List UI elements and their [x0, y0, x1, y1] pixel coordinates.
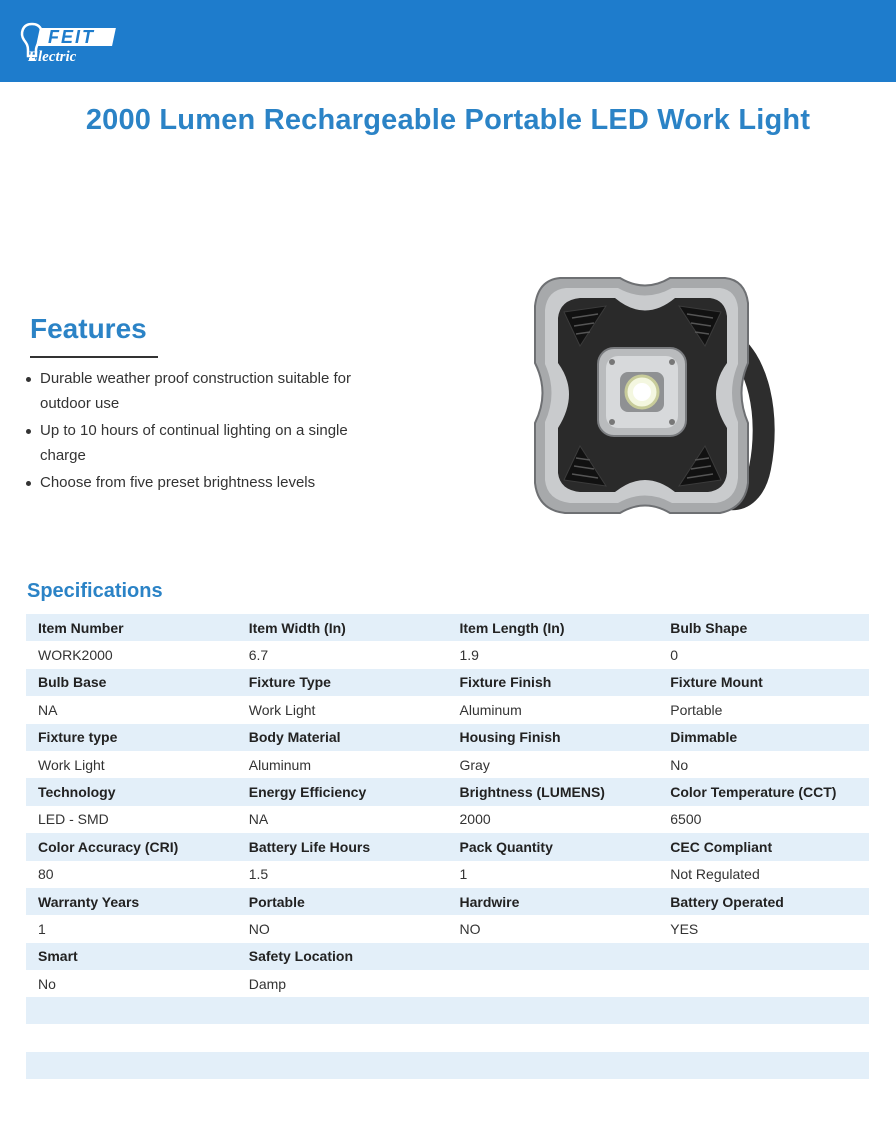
spec-label: Battery Life Hours: [237, 833, 448, 860]
spec-value-row: [26, 970, 869, 997]
spec-value: [658, 970, 869, 997]
spec-label: Smart: [26, 943, 237, 970]
spec-label: Body Material: [237, 724, 448, 751]
spec-value: Not Regulated: [658, 861, 869, 888]
spec-value: NA: [237, 806, 448, 833]
spec-value: NO: [237, 915, 448, 942]
spec-label: Portable: [237, 888, 448, 915]
spec-label: Warranty Years: [26, 888, 237, 915]
spec-label-row: [26, 778, 869, 805]
feit-electric-logo[interactable]: [18, 18, 128, 66]
header-bar: [0, 0, 896, 82]
feature-item: Choose from five preset brightness levels: [24, 470, 394, 495]
empty-spec-row: [26, 1052, 869, 1079]
spec-label: Technology: [26, 778, 237, 805]
spec-value: LED - SMD: [26, 806, 237, 833]
spec-label: [658, 943, 869, 970]
svg-text:FEIT: FEIT: [48, 27, 95, 47]
spec-value: 1.9: [448, 641, 659, 668]
spec-label-row: [26, 669, 869, 696]
features-heading: Features: [30, 313, 147, 344]
spec-label-row: [26, 833, 869, 860]
spec-label: Housing Finish: [448, 724, 659, 751]
spec-label: Fixture type: [26, 724, 237, 751]
spec-label: Item Number: [26, 614, 237, 641]
spec-label: Dimmable: [658, 724, 869, 751]
spec-value: 0: [658, 641, 869, 668]
empty-spec-row: [26, 997, 869, 1024]
spec-label: Color Accuracy (CRI): [26, 833, 237, 860]
product-title: 2000 Lumen Rechargeable Portable LED Work Light: [85, 104, 811, 136]
spec-value-row: [26, 915, 869, 942]
spec-value: NA: [26, 696, 237, 723]
spec-label: Fixture Mount: [658, 669, 869, 696]
spec-label: Brightness (LUMENS): [448, 778, 659, 805]
spec-label: Bulb Shape: [658, 614, 869, 641]
spec-label-row: [26, 943, 869, 970]
spec-label: Battery Operated: [658, 888, 869, 915]
spec-label: Pack Quantity: [448, 833, 659, 860]
spec-label: Item Width (In): [237, 614, 448, 641]
spec-label-row: [26, 614, 869, 641]
features-divider: [30, 356, 158, 358]
spec-label-row: [26, 724, 869, 751]
spec-label: [448, 943, 659, 970]
spec-value: Work Light: [237, 696, 448, 723]
specifications-heading: Specifications: [27, 580, 163, 602]
spec-value: Aluminum: [448, 696, 659, 723]
spec-value: Gray: [448, 751, 659, 778]
spec-value: Damp: [237, 970, 448, 997]
spec-label: Energy Efficiency: [237, 778, 448, 805]
spec-value: Aluminum: [237, 751, 448, 778]
spec-value-row: [26, 696, 869, 723]
spec-value: 80: [26, 861, 237, 888]
spec-value: Portable: [658, 696, 869, 723]
spec-value: 1: [448, 861, 659, 888]
features-list: [24, 366, 394, 497]
spec-value: YES: [658, 915, 869, 942]
spec-value: 6500: [658, 806, 869, 833]
svg-text:Electric: Electric: [28, 49, 77, 65]
spec-label: Hardwire: [448, 888, 659, 915]
feature-item: Durable weather proof construction suitable for outdoor use: [24, 366, 394, 416]
spec-label: Safety Location: [237, 943, 448, 970]
specifications-table: [26, 614, 869, 997]
spec-value: 2000: [448, 806, 659, 833]
spec-value-row: [26, 806, 869, 833]
spec-value: 6.7: [237, 641, 448, 668]
spec-value: NO: [448, 915, 659, 942]
spec-value: Work Light: [26, 751, 237, 778]
spec-value: No: [26, 970, 237, 997]
spec-value: [448, 970, 659, 997]
spec-value: 1: [26, 915, 237, 942]
spec-label: Color Temperature (CCT): [658, 778, 869, 805]
spec-label: Fixture Finish: [448, 669, 659, 696]
led-work-light-image: [520, 268, 790, 533]
spec-value-row: [26, 861, 869, 888]
spec-value-row: [26, 641, 869, 668]
spec-label: Item Length (In): [448, 614, 659, 641]
item-number-link[interactable]: WORK2000: [26, 641, 237, 668]
spec-label: Fixture Type: [237, 669, 448, 696]
spec-value-row: [26, 751, 869, 778]
spec-value: 1.5: [237, 861, 448, 888]
spec-value: No: [658, 751, 869, 778]
spec-label: Bulb Base: [26, 669, 237, 696]
feature-item: Up to 10 hours of continual lighting on a single charge: [24, 418, 394, 468]
spec-label: CEC Compliant: [658, 833, 869, 860]
spec-label-row: [26, 888, 869, 915]
